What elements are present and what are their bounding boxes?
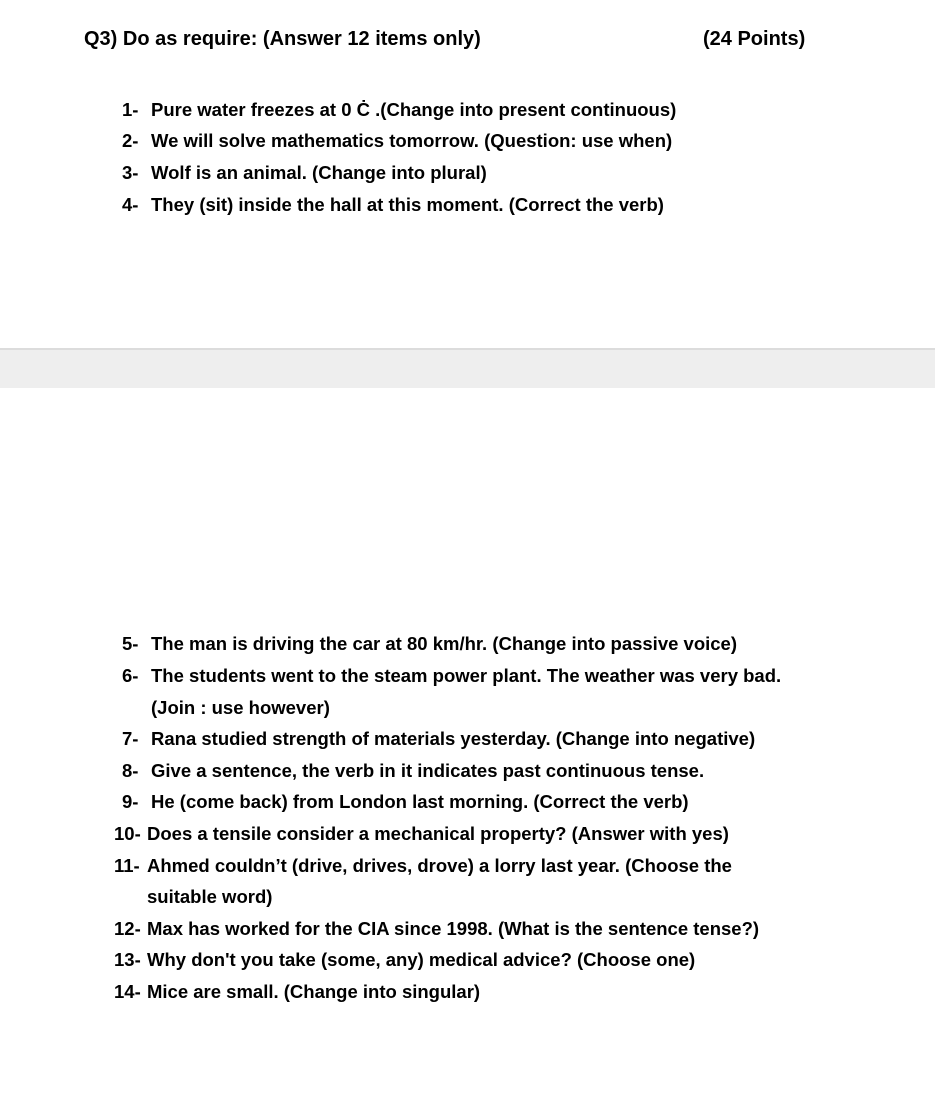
question-points: (24 Points): [703, 28, 806, 50]
list-item: 12- Max has worked for the CIA since 1998. (What is the sentence tense?): [114, 918, 760, 939]
list-item: 5- The man is driving the car at 80 km/hr. (Change into passive voice): [122, 633, 738, 654]
page-separator: [0, 348, 935, 388]
list-item: 1- Pure water freezes at 0 Ċ .(Change into present continuous): [122, 99, 677, 120]
question-title: Q3) Do as require: (Answer 12 items only): [84, 28, 481, 50]
list-item: 14- Mice are small. (Change into singular): [114, 981, 481, 1002]
list-item: 13- Why don't you take (some, any) medical advice? (Choose one): [114, 949, 696, 970]
list-item: 6- The students went to the steam power plant. The weather was very bad.: [122, 665, 782, 686]
page-1: [0, 0, 935, 348]
list-item: 3- Wolf is an animal. (Change into plural): [122, 162, 487, 183]
list-item-continuation: (Join : use however): [151, 697, 330, 718]
page-2: [0, 388, 935, 1112]
list-item: 4- They (sit) inside the hall at this moment. (Correct the verb): [122, 194, 664, 215]
list-item: 8- Give a sentence, the verb in it indicates past continuous tense.: [122, 760, 705, 781]
list-item-continuation: suitable word): [147, 886, 273, 907]
list-item: 9- He (come back) from London last morning. (Correct the verb): [122, 791, 689, 812]
list-item: 11- Ahmed couldn’t (drive, drives, drove) a lorry last year. (Choose the: [114, 855, 732, 876]
list-item: 2- We will solve mathematics tomorrow. (Question: use when): [122, 130, 673, 151]
list-item: 10- Does a tensile consider a mechanical property? (Answer with yes): [114, 823, 729, 844]
list-item: 7- Rana studied strength of materials yesterday. (Change into negative): [122, 728, 756, 749]
